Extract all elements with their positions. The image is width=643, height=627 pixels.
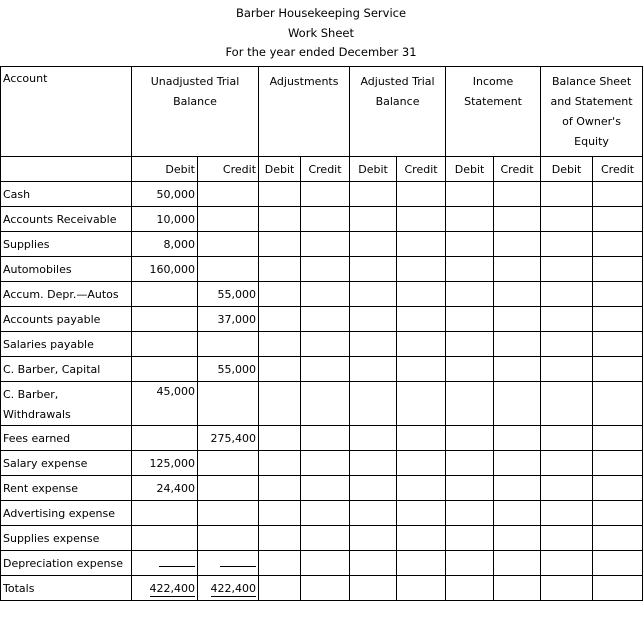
unadjusted-header: Unadjusted Trial Balance (132, 67, 259, 157)
unadjusted-credit (198, 501, 259, 526)
empty-cell (593, 232, 643, 257)
account-name: Accum. Depr.—Autos (1, 282, 132, 307)
empty-cell (593, 357, 643, 382)
empty-cell (446, 232, 494, 257)
unadjusted-credit (198, 476, 259, 501)
empty-cell (593, 501, 643, 526)
empty-cell (259, 451, 301, 476)
empty-cell (593, 426, 643, 451)
empty-cell (541, 501, 593, 526)
credit-label: Credit (198, 157, 259, 182)
unadjusted-debit: 24,400 (132, 476, 198, 501)
empty-cell (259, 576, 301, 601)
empty-cell (446, 526, 494, 551)
totals-row (1, 576, 643, 601)
empty-cell (350, 551, 397, 576)
empty-cell (301, 576, 350, 601)
credit-label: Credit (301, 157, 350, 182)
adjusted-header: Adjusted Trial Balance (350, 67, 446, 157)
empty-cell (259, 182, 301, 207)
empty-cell (446, 332, 494, 357)
unadjusted-credit (198, 526, 259, 551)
empty-cell (350, 576, 397, 601)
empty-cell (397, 551, 446, 576)
unadjusted-credit: 37,000 (198, 307, 259, 332)
account-name: C. Barber, Withdrawals (1, 382, 132, 426)
empty-cell (541, 282, 593, 307)
account-name: Automobiles (1, 257, 132, 282)
empty-cell (446, 501, 494, 526)
empty-cell (397, 451, 446, 476)
empty-cell (593, 282, 643, 307)
table-row (1, 382, 643, 426)
empty-cell (397, 382, 446, 426)
account-name: Accounts Receivable (1, 207, 132, 232)
empty-cell (259, 307, 301, 332)
empty-cell (446, 382, 494, 426)
empty-cell (446, 257, 494, 282)
totals-label: Totals (1, 576, 132, 601)
debit-label: Debit (350, 157, 397, 182)
empty-cell (397, 282, 446, 307)
unadjusted-debit: 125,000 (132, 451, 198, 476)
empty-cell (494, 451, 541, 476)
empty-cell (446, 551, 494, 576)
empty-cell (350, 207, 397, 232)
empty-cell (494, 332, 541, 357)
worksheet-table (0, 66, 643, 601)
empty-cell (593, 526, 643, 551)
empty-cell (301, 207, 350, 232)
adjustments-header: Adjustments (259, 67, 350, 157)
empty-cell (259, 426, 301, 451)
empty-cell (593, 551, 643, 576)
empty-cell (350, 382, 397, 426)
total-rule (220, 556, 256, 567)
empty-cell (593, 207, 643, 232)
empty-cell (259, 232, 301, 257)
empty-cell (259, 357, 301, 382)
report-period: For the year ended December 31 (225, 45, 417, 59)
empty-cell (446, 182, 494, 207)
empty-cell (259, 257, 301, 282)
unadjusted-debit (132, 332, 198, 357)
table-row (1, 307, 643, 332)
empty-cell (494, 357, 541, 382)
empty-cell (494, 426, 541, 451)
empty-cell (259, 526, 301, 551)
empty-cell (541, 451, 593, 476)
empty-cell (494, 576, 541, 601)
empty-cell (494, 501, 541, 526)
unadjusted-debit: 45,000 (132, 382, 198, 426)
unadjusted-credit (198, 207, 259, 232)
empty-cell (397, 576, 446, 601)
account-name: Cash (1, 182, 132, 207)
unadjusted-debit: 50,000 (132, 182, 198, 207)
account-name: Salaries payable (1, 332, 132, 357)
empty-cell (593, 182, 643, 207)
unadjusted-debit (132, 551, 198, 576)
empty-cell (446, 451, 494, 476)
unadjusted-credit (198, 451, 259, 476)
empty-cell (350, 476, 397, 501)
empty-cell (350, 332, 397, 357)
empty-cell (593, 332, 643, 357)
table-row (1, 182, 643, 207)
table-row (1, 426, 643, 451)
unadjusted-debit (132, 307, 198, 332)
empty-cell (541, 476, 593, 501)
empty-cell (593, 451, 643, 476)
unadjusted-credit (198, 551, 259, 576)
empty-cell (350, 426, 397, 451)
empty-cell (301, 426, 350, 451)
unadjusted-credit (198, 332, 259, 357)
total-rule (159, 556, 195, 567)
empty-cell (446, 307, 494, 332)
empty-cell (397, 501, 446, 526)
account-name: Advertising expense (1, 501, 132, 526)
table-row (1, 551, 643, 576)
table-row (1, 332, 643, 357)
empty-cell (593, 476, 643, 501)
empty-cell (446, 576, 494, 601)
table-row (1, 357, 643, 382)
empty-cell (541, 382, 593, 426)
empty-cell (350, 282, 397, 307)
totals-credit: 422,400 (198, 576, 259, 601)
table-row (1, 526, 643, 551)
empty-cell (446, 476, 494, 501)
empty-cell (541, 526, 593, 551)
empty-cell (494, 182, 541, 207)
unadjusted-debit (132, 426, 198, 451)
unadjusted-debit (132, 526, 198, 551)
empty-cell (593, 257, 643, 282)
account-name: Fees earned (1, 426, 132, 451)
unadjusted-credit (198, 182, 259, 207)
table-row (1, 501, 643, 526)
empty-cell (301, 307, 350, 332)
empty-cell (397, 232, 446, 257)
empty-cell (259, 551, 301, 576)
report-title: Work Sheet (287, 26, 355, 40)
empty-cell (301, 357, 350, 382)
empty-cell (259, 207, 301, 232)
empty-cell (541, 426, 593, 451)
account-name: Supplies expense (1, 526, 132, 551)
empty-cell (541, 257, 593, 282)
unadjusted-debit: 8,000 (132, 232, 198, 257)
empty-cell (397, 426, 446, 451)
empty-cell (301, 476, 350, 501)
empty-cell (397, 257, 446, 282)
empty-cell (397, 476, 446, 501)
empty-cell (350, 182, 397, 207)
empty-cell (350, 357, 397, 382)
unadjusted-credit: 55,000 (198, 282, 259, 307)
unadjusted-debit (132, 501, 198, 526)
empty-cell (301, 526, 350, 551)
empty-cell (350, 451, 397, 476)
unadjusted-credit: 275,400 (198, 426, 259, 451)
unadjusted-debit: 160,000 (132, 257, 198, 282)
empty-cell (350, 257, 397, 282)
account-name: Salary expense (1, 451, 132, 476)
empty-cell (259, 501, 301, 526)
column-group-header (1, 67, 643, 157)
empty-cell (494, 551, 541, 576)
empty-cell (541, 232, 593, 257)
account-name: Depreciation expense (1, 551, 132, 576)
empty-cell (397, 332, 446, 357)
unadjusted-credit (198, 257, 259, 282)
debit-label: Debit (541, 157, 593, 182)
account-name: Accounts payable (1, 307, 132, 332)
totals-debit: 422,400 (132, 576, 198, 601)
table-row (1, 451, 643, 476)
account-name: Supplies (1, 232, 132, 257)
unadjusted-credit (198, 382, 259, 426)
empty-cell (259, 382, 301, 426)
table-row (1, 232, 643, 257)
account-name: Rent expense (1, 476, 132, 501)
debit-label: Debit (259, 157, 301, 182)
credit-label: Credit (397, 157, 446, 182)
empty-cell (350, 501, 397, 526)
credit-label: Credit (593, 157, 643, 182)
empty-cell (494, 207, 541, 232)
empty-cell (301, 382, 350, 426)
unadjusted-debit (132, 282, 198, 307)
empty-cell (494, 282, 541, 307)
empty-cell (494, 382, 541, 426)
empty-cell (350, 526, 397, 551)
empty-cell (541, 307, 593, 332)
empty-cell (593, 382, 643, 426)
empty-cell (494, 526, 541, 551)
empty-cell (301, 332, 350, 357)
company-name: Barber Housekeeping Service (235, 6, 407, 20)
blank-header (1, 157, 132, 182)
empty-cell (494, 307, 541, 332)
empty-cell (593, 307, 643, 332)
empty-cell (350, 307, 397, 332)
empty-cell (259, 282, 301, 307)
empty-cell (593, 576, 643, 601)
empty-cell (541, 182, 593, 207)
account-header: Account (1, 67, 132, 157)
empty-cell (301, 282, 350, 307)
table-row (1, 257, 643, 282)
empty-cell (541, 551, 593, 576)
unadjusted-debit: 10,000 (132, 207, 198, 232)
empty-cell (397, 357, 446, 382)
empty-cell (301, 451, 350, 476)
empty-cell (446, 282, 494, 307)
debit-label: Debit (132, 157, 198, 182)
empty-cell (301, 551, 350, 576)
empty-cell (494, 476, 541, 501)
debit-label: Debit (446, 157, 494, 182)
unadjusted-credit (198, 232, 259, 257)
empty-cell (446, 207, 494, 232)
empty-cell (301, 232, 350, 257)
unadjusted-credit: 55,000 (198, 357, 259, 382)
empty-cell (541, 332, 593, 357)
balance-sheet-header: Balance Sheet and Statement of Owner's Equity (541, 67, 643, 157)
empty-cell (350, 232, 397, 257)
empty-cell (259, 332, 301, 357)
empty-cell (494, 257, 541, 282)
empty-cell (541, 357, 593, 382)
empty-cell (397, 182, 446, 207)
empty-cell (397, 526, 446, 551)
table-row (1, 282, 643, 307)
empty-cell (494, 232, 541, 257)
account-name: C. Barber, Capital (1, 357, 132, 382)
table-row (1, 207, 643, 232)
empty-cell (397, 307, 446, 332)
empty-cell (301, 501, 350, 526)
empty-cell (397, 207, 446, 232)
empty-cell (301, 257, 350, 282)
empty-cell (541, 207, 593, 232)
empty-cell (301, 182, 350, 207)
unadjusted-debit (132, 357, 198, 382)
credit-label: Credit (494, 157, 541, 182)
table-row (1, 476, 643, 501)
empty-cell (259, 476, 301, 501)
empty-cell (446, 426, 494, 451)
income-statement-header: Income Statement (446, 67, 541, 157)
empty-cell (541, 576, 593, 601)
debit-credit-header (1, 157, 643, 182)
account-rows (1, 182, 643, 576)
empty-cell (446, 357, 494, 382)
